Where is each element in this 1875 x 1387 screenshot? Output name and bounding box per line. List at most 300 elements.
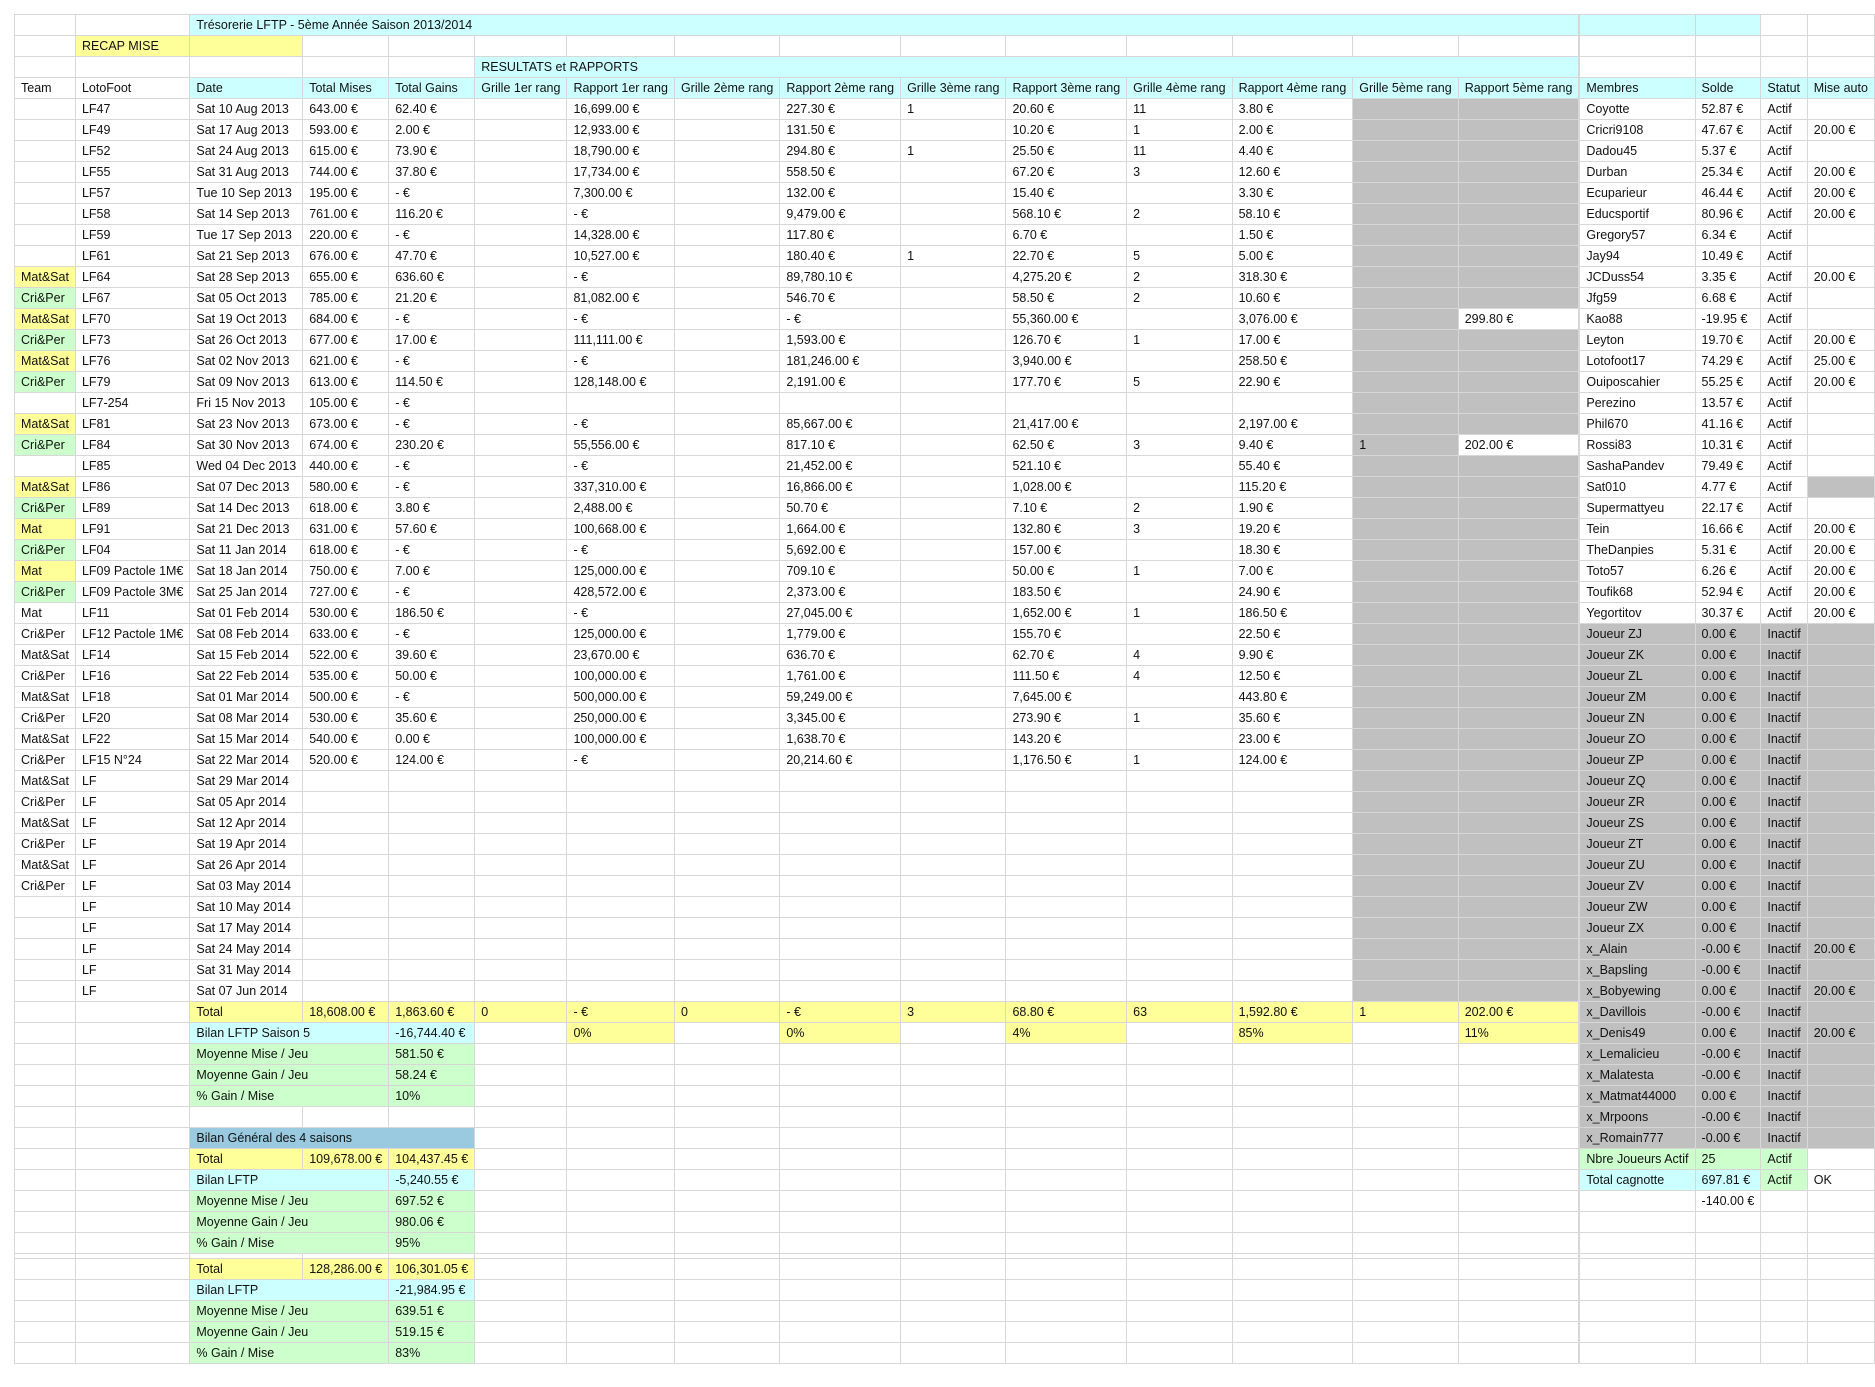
rapport-3-cell[interactable] [1006,960,1127,981]
grille-1-cell[interactable] [475,834,567,855]
empty-cell[interactable] [15,1107,76,1128]
team-cell[interactable]: Mat&Sat [15,414,76,435]
rapport-5-cell[interactable] [1458,687,1579,708]
actifs-label[interactable]: Nbre Joueurs Actif [1580,1149,1695,1170]
rapport-4-cell[interactable] [1232,876,1353,897]
empty-cell[interactable] [1006,1191,1127,1212]
grille-5-cell[interactable] [1353,246,1458,267]
grille-1-cell[interactable] [475,645,567,666]
total-mises-cell[interactable]: 530.00 € [303,603,389,624]
rapport-2-cell[interactable] [780,981,901,1002]
total-gains-cell[interactable]: - € [389,477,475,498]
grille-3-cell[interactable] [901,603,1006,624]
team-cell[interactable] [15,204,76,225]
grille-2-cell[interactable] [674,834,779,855]
date-cell[interactable]: Sat 14 Sep 2013 [190,204,303,225]
rapport-1-cell[interactable]: 125,000.00 € [567,624,675,645]
member-statut[interactable]: Inactif [1761,876,1807,897]
team-cell[interactable]: Mat [15,519,76,540]
lotofoot-cell[interactable]: LF81 [75,414,189,435]
rapport-1-cell[interactable]: 250,000.00 € [567,708,675,729]
member-name[interactable]: Supermattyeu [1580,498,1695,519]
rapport-3-cell[interactable]: 20.60 € [1006,99,1127,120]
grille-1-cell[interactable] [475,141,567,162]
empty-cell[interactable] [1580,15,1695,36]
rapport-1-cell[interactable] [567,897,675,918]
rapport-4-cell[interactable] [1232,897,1353,918]
total-mises-cell[interactable]: 580.00 € [303,477,389,498]
column-header[interactable]: Rapport 3ème rang [1006,78,1127,99]
empty-cell[interactable] [567,1086,675,1107]
empty-cell[interactable] [1127,1322,1232,1343]
column-header[interactable]: Date [190,78,303,99]
empty-cell[interactable] [780,1170,901,1191]
member-name[interactable]: Joueur ZK [1580,645,1695,666]
total-gains-cell[interactable]: 37.80 € [389,162,475,183]
member-statut[interactable]: Inactif [1761,813,1807,834]
grille-2-cell[interactable] [674,414,779,435]
team-cell[interactable] [15,960,76,981]
member-solde[interactable]: 0.00 € [1695,729,1761,750]
empty-cell[interactable] [475,36,567,57]
grille-2-cell[interactable] [674,204,779,225]
rapport-3-cell[interactable]: 521.10 € [1006,456,1127,477]
grille-5-cell[interactable] [1353,414,1458,435]
date-cell[interactable]: Sat 30 Nov 2013 [190,435,303,456]
empty-cell[interactable] [1807,15,1874,36]
rapport-4-cell[interactable]: 55.40 € [1232,456,1353,477]
grille-1-cell[interactable] [475,792,567,813]
rapport-4-cell[interactable]: 9.40 € [1232,435,1353,456]
rapport-1-cell[interactable]: - € [567,603,675,624]
member-statut[interactable]: Actif [1761,603,1807,624]
lotofoot-cell[interactable]: LF70 [75,309,189,330]
empty-cell[interactable] [15,1170,76,1191]
grille-2-cell[interactable] [674,939,779,960]
grille-1-cell[interactable] [475,99,567,120]
total-gains-cell[interactable]: 116.20 € [389,204,475,225]
member-mise-auto[interactable]: 20.00 € [1807,120,1874,141]
member-solde[interactable]: 6.26 € [1695,561,1761,582]
total-gains-cell[interactable] [389,834,475,855]
member-solde[interactable]: 0.00 € [1695,708,1761,729]
lotofoot-cell[interactable]: LF09 Pactole 3M€ [75,582,189,603]
rapport-2-cell[interactable] [780,792,901,813]
member-name[interactable]: Joueur ZN [1580,708,1695,729]
rapport-5-cell[interactable] [1458,792,1579,813]
team-cell[interactable]: Mat&Sat [15,477,76,498]
grille-3-cell[interactable]: 1 [901,99,1006,120]
team-cell[interactable]: Mat [15,603,76,624]
total-gains-cell[interactable]: - € [389,225,475,246]
rapport-4-cell[interactable]: 10.60 € [1232,288,1353,309]
member-statut[interactable]: Actif [1761,120,1807,141]
member-statut[interactable]: Inactif [1761,624,1807,645]
empty-cell[interactable] [567,1191,675,1212]
rapport-5-cell[interactable] [1458,981,1579,1002]
member-mise-auto[interactable] [1807,708,1874,729]
member-solde[interactable]: 0.00 € [1695,645,1761,666]
column-header[interactable]: Grille 5ème rang [1353,78,1458,99]
member-statut[interactable]: Actif [1761,456,1807,477]
column-header[interactable]: Grille 1er rang [475,78,567,99]
member-mise-auto[interactable]: 20.00 € [1807,981,1874,1002]
empty-cell[interactable] [1127,1107,1232,1128]
grille-5-cell[interactable] [1353,99,1458,120]
member-mise-auto[interactable] [1807,771,1874,792]
grille-1-cell[interactable] [475,876,567,897]
rapport-3-cell[interactable]: 25.50 € [1006,141,1127,162]
total-gains-cell[interactable] [389,897,475,918]
member-statut[interactable]: Actif [1761,414,1807,435]
grille-1-cell[interactable] [475,288,567,309]
team-cell[interactable] [15,225,76,246]
empty-cell[interactable] [1232,1128,1353,1149]
empty-cell[interactable] [15,1023,76,1044]
member-statut[interactable]: Inactif [1761,771,1807,792]
rapport-5-cell[interactable] [1458,834,1579,855]
empty-cell[interactable] [674,1301,779,1322]
grille-4-cell[interactable] [1127,351,1232,372]
grille-1-cell[interactable] [475,519,567,540]
total-gains-cell[interactable]: 21.20 € [389,288,475,309]
date-cell[interactable]: Sat 10 Aug 2013 [190,99,303,120]
rapport-2-cell[interactable] [780,393,901,414]
total-value[interactable]: 202.00 € [1458,1002,1579,1023]
grille-5-cell[interactable] [1353,225,1458,246]
date-cell[interactable]: Sat 15 Mar 2014 [190,729,303,750]
grille-1-cell[interactable] [475,708,567,729]
date-cell[interactable]: Sat 05 Oct 2013 [190,288,303,309]
empty-cell[interactable] [1458,1044,1579,1065]
grille-5-cell[interactable] [1353,960,1458,981]
empty-cell[interactable] [1580,1322,1695,1343]
total-gains-cell[interactable]: - € [389,183,475,204]
member-statut[interactable]: Actif [1761,519,1807,540]
empty-cell[interactable] [75,1149,189,1170]
grille-3-cell[interactable] [901,792,1006,813]
empty-cell[interactable] [1695,36,1761,57]
member-mise-auto[interactable] [1807,750,1874,771]
grille-1-cell[interactable] [475,267,567,288]
empty-cell[interactable] [780,1086,901,1107]
empty-cell[interactable] [901,1044,1006,1065]
empty-cell[interactable] [1580,1259,1695,1280]
grille-1-cell[interactable] [475,246,567,267]
empty-cell[interactable] [674,1023,779,1044]
total-value[interactable]: 18,608.00 € [303,1002,389,1023]
team-cell[interactable]: Mat&Sat [15,687,76,708]
date-cell[interactable]: Sat 19 Oct 2013 [190,309,303,330]
member-mise-auto[interactable] [1807,1128,1874,1149]
total-mises-cell[interactable]: 618.00 € [303,498,389,519]
member-solde[interactable]: -0.00 € [1695,1065,1761,1086]
rapport-4-cell[interactable]: 58.10 € [1232,204,1353,225]
rapport-5-cell[interactable] [1458,204,1579,225]
total-mises-cell[interactable]: 105.00 € [303,393,389,414]
empty-cell[interactable] [1580,36,1695,57]
empty-cell[interactable] [780,1322,901,1343]
member-mise-auto[interactable] [1807,498,1874,519]
lotofoot-cell[interactable]: LF55 [75,162,189,183]
grille-1-cell[interactable] [475,855,567,876]
date-cell[interactable]: Sat 25 Jan 2014 [190,582,303,603]
grille-5-cell[interactable] [1353,540,1458,561]
member-statut[interactable]: Actif [1761,435,1807,456]
date-cell[interactable]: Sat 18 Jan 2014 [190,561,303,582]
member-mise-auto[interactable] [1807,813,1874,834]
member-name[interactable]: Joueur ZS [1580,813,1695,834]
bilan-season-value[interactable]: -16,744.40 € [389,1023,475,1044]
rapport-3-cell[interactable]: 111.50 € [1006,666,1127,687]
member-statut[interactable]: Inactif [1761,834,1807,855]
grille-4-cell[interactable]: 1 [1127,561,1232,582]
grille-2-cell[interactable] [674,393,779,414]
member-name[interactable]: x_Matmat44000 [1580,1086,1695,1107]
rapport-2-cell[interactable]: 117.80 € [780,225,901,246]
empty-cell[interactable] [567,1233,675,1254]
grille-1-cell[interactable] [475,330,567,351]
rapport-4-cell[interactable] [1232,960,1353,981]
empty-cell[interactable] [567,36,675,57]
rapport-5-cell[interactable] [1458,330,1579,351]
recap-label[interactable]: RECAP MISE [75,36,189,57]
total-mises-cell[interactable]: 593.00 € [303,120,389,141]
grille-2-cell[interactable] [674,162,779,183]
empty-cell[interactable] [389,1107,475,1128]
grille-2-cell[interactable] [674,351,779,372]
date-cell[interactable]: Sat 01 Feb 2014 [190,603,303,624]
grille-4-cell[interactable] [1127,981,1232,1002]
rapport-2-cell[interactable]: 636.70 € [780,645,901,666]
grille-5-cell[interactable] [1353,120,1458,141]
pct-1[interactable]: 0% [567,1023,675,1044]
total-gains-cell[interactable]: - € [389,624,475,645]
rapport-5-cell[interactable] [1458,582,1579,603]
empty-cell[interactable] [674,1191,779,1212]
empty-cell[interactable] [75,57,189,78]
total-mises-cell[interactable]: 785.00 € [303,288,389,309]
empty-cell[interactable] [1127,1149,1232,1170]
date-cell[interactable]: Sat 01 Mar 2014 [190,687,303,708]
lotofoot-cell[interactable]: LF91 [75,519,189,540]
rapport-1-cell[interactable] [567,834,675,855]
rapport-3-cell[interactable]: 177.70 € [1006,372,1127,393]
member-statut[interactable]: Inactif [1761,729,1807,750]
rapport-5-cell[interactable] [1458,183,1579,204]
rapport-2-cell[interactable] [780,939,901,960]
grille-2-cell[interactable] [674,498,779,519]
rapport-2-cell[interactable]: 546.70 € [780,288,901,309]
grille-4-cell[interactable]: 11 [1127,141,1232,162]
grille-4-cell[interactable] [1127,393,1232,414]
member-statut[interactable]: Actif [1761,183,1807,204]
member-mise-auto[interactable]: 20.00 € [1807,204,1874,225]
grille-4-cell[interactable]: 2 [1127,288,1232,309]
member-solde[interactable]: 41.16 € [1695,414,1761,435]
rapport-4-cell[interactable] [1232,855,1353,876]
member-solde[interactable]: 0.00 € [1695,855,1761,876]
rapport-3-cell[interactable]: 157.00 € [1006,540,1127,561]
empty-cell[interactable] [15,1233,76,1254]
grille-2-cell[interactable] [674,750,779,771]
lotofoot-cell[interactable]: LF20 [75,708,189,729]
empty-cell[interactable] [1127,1086,1232,1107]
total-mises-cell[interactable] [303,939,389,960]
rapport-1-cell[interactable]: - € [567,456,675,477]
lotofoot-cell[interactable]: LF79 [75,372,189,393]
empty-cell[interactable] [1695,1280,1761,1301]
team-cell[interactable]: Mat&Sat [15,267,76,288]
rapport-5-cell[interactable] [1458,372,1579,393]
date-cell[interactable]: Wed 04 Dec 2013 [190,456,303,477]
empty-cell[interactable] [1695,1343,1761,1364]
rapport-5-cell[interactable] [1458,939,1579,960]
empty-cell[interactable] [780,1233,901,1254]
rapport-1-cell[interactable]: 12,933.00 € [567,120,675,141]
team-cell[interactable]: Mat [15,561,76,582]
grille-3-cell[interactable] [901,267,1006,288]
empty-cell[interactable] [1006,36,1127,57]
member-name[interactable]: Rossi83 [1580,435,1695,456]
member-statut[interactable]: Inactif [1761,708,1807,729]
grille-5-cell[interactable] [1353,393,1458,414]
empty-cell[interactable] [475,1322,567,1343]
grille-3-cell[interactable] [901,771,1006,792]
empty-cell[interactable] [567,1044,675,1065]
stat-value[interactable]: 980.06 € [389,1212,475,1233]
total-value[interactable]: 1,592.80 € [1232,1002,1353,1023]
rapport-3-cell[interactable]: 62.50 € [1006,435,1127,456]
total-gains-cell[interactable] [389,792,475,813]
grille-5-cell[interactable] [1353,855,1458,876]
empty-cell[interactable] [901,1128,1006,1149]
member-solde[interactable]: 80.96 € [1695,204,1761,225]
overall-total-gains[interactable]: 106,301.05 € [389,1259,475,1280]
rapport-1-cell[interactable] [567,918,675,939]
empty-cell[interactable] [901,1259,1006,1280]
stat-value[interactable]: 58.24 € [389,1065,475,1086]
empty-cell[interactable] [75,1023,189,1044]
grille-2-cell[interactable] [674,918,779,939]
empty-cell[interactable] [901,1086,1006,1107]
rapport-4-cell[interactable]: 35.60 € [1232,708,1353,729]
stat-label[interactable]: Moyenne Gain / Jeu [190,1212,389,1233]
rapport-4-cell[interactable]: 3.80 € [1232,99,1353,120]
rapport-3-cell[interactable]: 58.50 € [1006,288,1127,309]
rapport-5-cell[interactable] [1458,666,1579,687]
grille-1-cell[interactable] [475,939,567,960]
stat-label[interactable]: Moyenne Mise / Jeu [190,1191,389,1212]
grille-2-cell[interactable] [674,708,779,729]
grille-2-cell[interactable] [674,582,779,603]
team-cell[interactable]: Cri&Per [15,876,76,897]
rapport-1-cell[interactable]: - € [567,351,675,372]
column-header[interactable]: LotoFoot [75,78,189,99]
empty-cell[interactable] [15,1128,76,1149]
empty-cell[interactable] [1580,1301,1695,1322]
grille-4-cell[interactable] [1127,687,1232,708]
empty-cell[interactable] [780,1259,901,1280]
member-solde[interactable]: 0.00 € [1695,687,1761,708]
lotofoot-cell[interactable]: LF7-254 [75,393,189,414]
empty-cell[interactable] [1761,15,1807,36]
rapport-1-cell[interactable]: 2,488.00 € [567,498,675,519]
grille-5-cell[interactable] [1353,834,1458,855]
grille-2-cell[interactable] [674,309,779,330]
rapport-2-cell[interactable]: 1,664.00 € [780,519,901,540]
total-gains-cell[interactable]: - € [389,540,475,561]
rapport-1-cell[interactable] [567,876,675,897]
cagnotte-value[interactable]: 697.81 € [1695,1170,1761,1191]
stat-label[interactable]: Moyenne Mise / Jeu [190,1044,389,1065]
rapport-1-cell[interactable] [567,792,675,813]
pct-3[interactable]: 4% [1006,1023,1127,1044]
rapport-2-cell[interactable]: 16,866.00 € [780,477,901,498]
grille-4-cell[interactable] [1127,414,1232,435]
total-mises-cell[interactable] [303,897,389,918]
grille-3-cell[interactable] [901,666,1006,687]
date-cell[interactable]: Sat 21 Sep 2013 [190,246,303,267]
empty-cell[interactable] [1807,1322,1874,1343]
member-statut[interactable]: Actif [1761,246,1807,267]
member-name[interactable]: TheDanpies [1580,540,1695,561]
rapport-4-cell[interactable]: 3.30 € [1232,183,1353,204]
grille-3-cell[interactable] [901,708,1006,729]
empty-cell[interactable] [15,1280,76,1301]
member-name[interactable]: x_Bapsling [1580,960,1695,981]
rapport-5-cell[interactable] [1458,456,1579,477]
empty-cell[interactable] [1458,1280,1579,1301]
member-statut[interactable]: Inactif [1761,1128,1807,1149]
member-statut[interactable]: Actif [1761,204,1807,225]
member-statut[interactable]: Inactif [1761,1065,1807,1086]
empty-cell[interactable] [475,1149,567,1170]
empty-cell[interactable] [674,1259,779,1280]
total-gains-cell[interactable]: 17.00 € [389,330,475,351]
empty-cell[interactable] [475,1280,567,1301]
rapport-5-cell[interactable] [1458,540,1579,561]
empty-cell[interactable] [1006,1280,1127,1301]
grille-4-cell[interactable]: 1 [1127,120,1232,141]
rapport-2-cell[interactable]: 27,045.00 € [780,603,901,624]
rapport-2-cell[interactable]: 131.50 € [780,120,901,141]
member-name[interactable]: Joueur ZM [1580,687,1695,708]
member-solde[interactable]: 0.00 € [1695,771,1761,792]
grille-1-cell[interactable] [475,582,567,603]
grille-1-cell[interactable] [475,120,567,141]
member-statut[interactable]: Inactif [1761,939,1807,960]
member-statut[interactable]: Actif [1761,561,1807,582]
member-solde[interactable]: -0.00 € [1695,1128,1761,1149]
grille-3-cell[interactable] [901,183,1006,204]
member-solde[interactable]: 74.29 € [1695,351,1761,372]
member-name[interactable]: Joueur ZT [1580,834,1695,855]
empty-cell[interactable] [567,1343,675,1364]
grille-2-cell[interactable] [674,897,779,918]
member-mise-auto[interactable]: 20.00 € [1807,561,1874,582]
empty-cell[interactable] [1353,1170,1458,1191]
member-solde[interactable]: 0.00 € [1695,666,1761,687]
member-name[interactable]: Gregory57 [1580,225,1695,246]
member-statut[interactable]: Inactif [1761,1107,1807,1128]
rapport-2-cell[interactable]: 1,779.00 € [780,624,901,645]
empty-cell[interactable] [75,1044,189,1065]
lotofoot-cell[interactable]: LF14 [75,645,189,666]
rapport-2-cell[interactable]: 180.40 € [780,246,901,267]
team-cell[interactable] [15,918,76,939]
empty-cell[interactable] [1353,1128,1458,1149]
